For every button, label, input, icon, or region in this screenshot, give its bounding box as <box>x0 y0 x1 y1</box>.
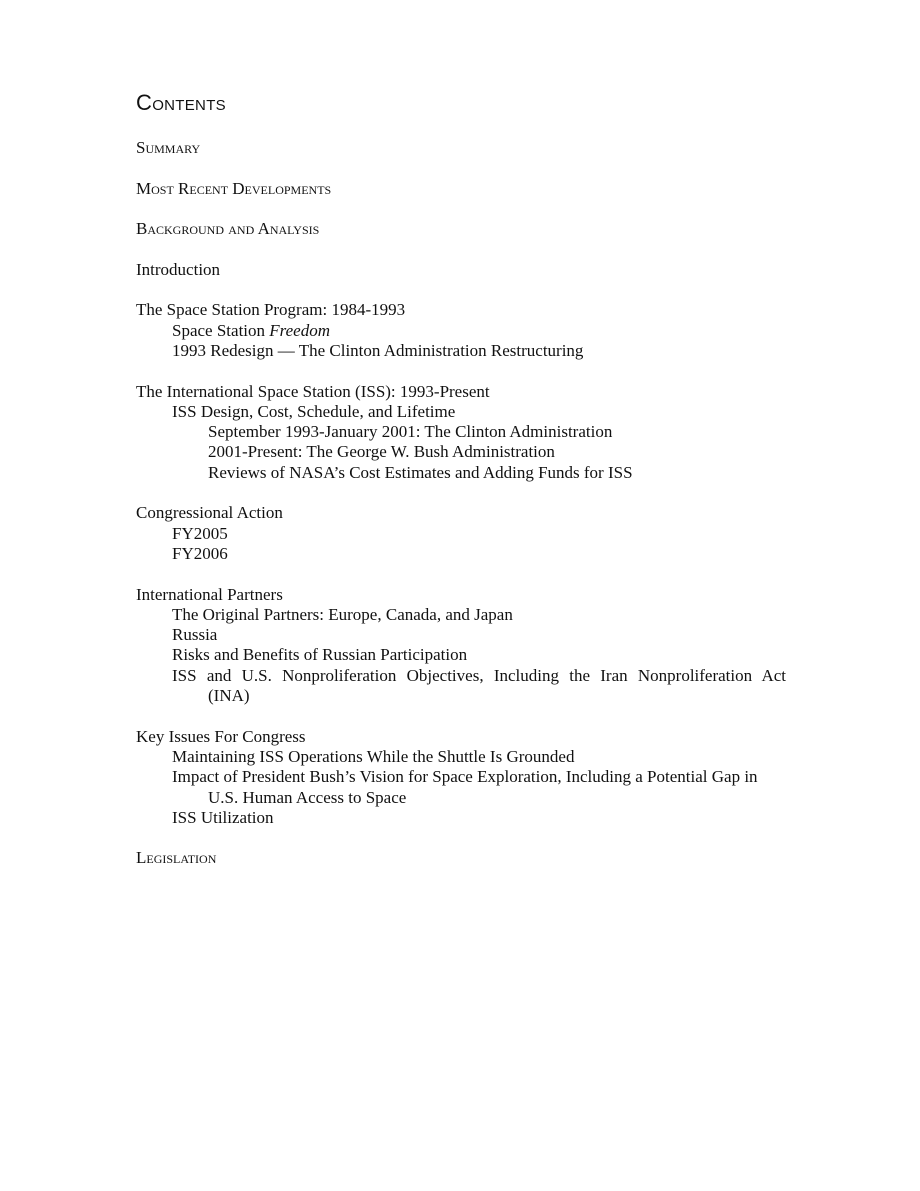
toc-impact-vision-line2[interactable]: U.S. Human Access to Space <box>208 787 407 807</box>
toc-risks-benefits[interactable]: Risks and Benefits of Russian Participation <box>172 645 468 665</box>
toc-clinton-administration[interactable]: September 1993-January 2001: The Clinton Administration <box>208 422 613 442</box>
toc-international-partners[interactable]: International Partners <box>136 584 283 604</box>
toc-space-station-freedom[interactable] <box>136 321 786 341</box>
contents-page <box>136 88 786 869</box>
toc-1993-redesign[interactable]: 1993 Redesign — The Clinton Administration Restructuring <box>172 340 584 360</box>
toc-congressional-action[interactable]: Congressional Action <box>136 503 283 523</box>
toc-nonproliferation-line1[interactable]: ISS and U.S. Nonproliferation Objectives, Including the Iran Nonproliferation Act <box>172 665 786 685</box>
toc-space-station-program[interactable]: The Space Station Program: 1984-1993 <box>136 300 406 320</box>
freedom-prefix: Space Station <box>172 320 270 340</box>
toc-fy2006[interactable]: FY2006 <box>172 543 228 563</box>
toc-most-recent-developments[interactable]: Most Recent Developments <box>136 178 332 198</box>
toc-russia[interactable]: Russia <box>172 625 218 645</box>
toc-introduction[interactable]: Introduction <box>136 259 221 279</box>
toc-fy2005[interactable]: FY2005 <box>172 523 228 543</box>
toc-reviews-cost-estimates[interactable]: Reviews of NASA’s Cost Estimates and Adding Funds for ISS <box>208 462 633 482</box>
toc-legislation[interactable]: Legislation <box>136 848 217 868</box>
toc-impact-vision-line1[interactable]: Impact of President Bush’s Vision for Space Exploration, Including a Potential Gap in <box>172 767 758 787</box>
toc-key-issues[interactable]: Key Issues For Congress <box>136 726 306 746</box>
toc-nonproliferation-line2[interactable]: (INA) <box>208 686 250 706</box>
toc-bush-administration[interactable]: 2001-Present: The George W. Bush Administration <box>208 442 555 462</box>
toc-maintaining-operations[interactable]: Maintaining ISS Operations While the Shuttle Is Grounded <box>172 746 575 766</box>
toc-iss-utilization[interactable]: ISS Utilization <box>172 807 274 827</box>
toc-original-partners[interactable]: The Original Partners: Europe, Canada, and Japan <box>172 604 513 624</box>
page-title: Contents <box>136 90 226 115</box>
toc-international-space-station[interactable]: The International Space Station (ISS): 1993-Present <box>136 381 490 401</box>
toc-iss-design[interactable]: ISS Design, Cost, Schedule, and Lifetime <box>172 401 456 421</box>
toc-background-and-analysis[interactable]: Background and Analysis <box>136 219 320 239</box>
freedom-italic: Freedom <box>269 320 331 340</box>
toc-summary[interactable]: Summary <box>136 138 201 157</box>
